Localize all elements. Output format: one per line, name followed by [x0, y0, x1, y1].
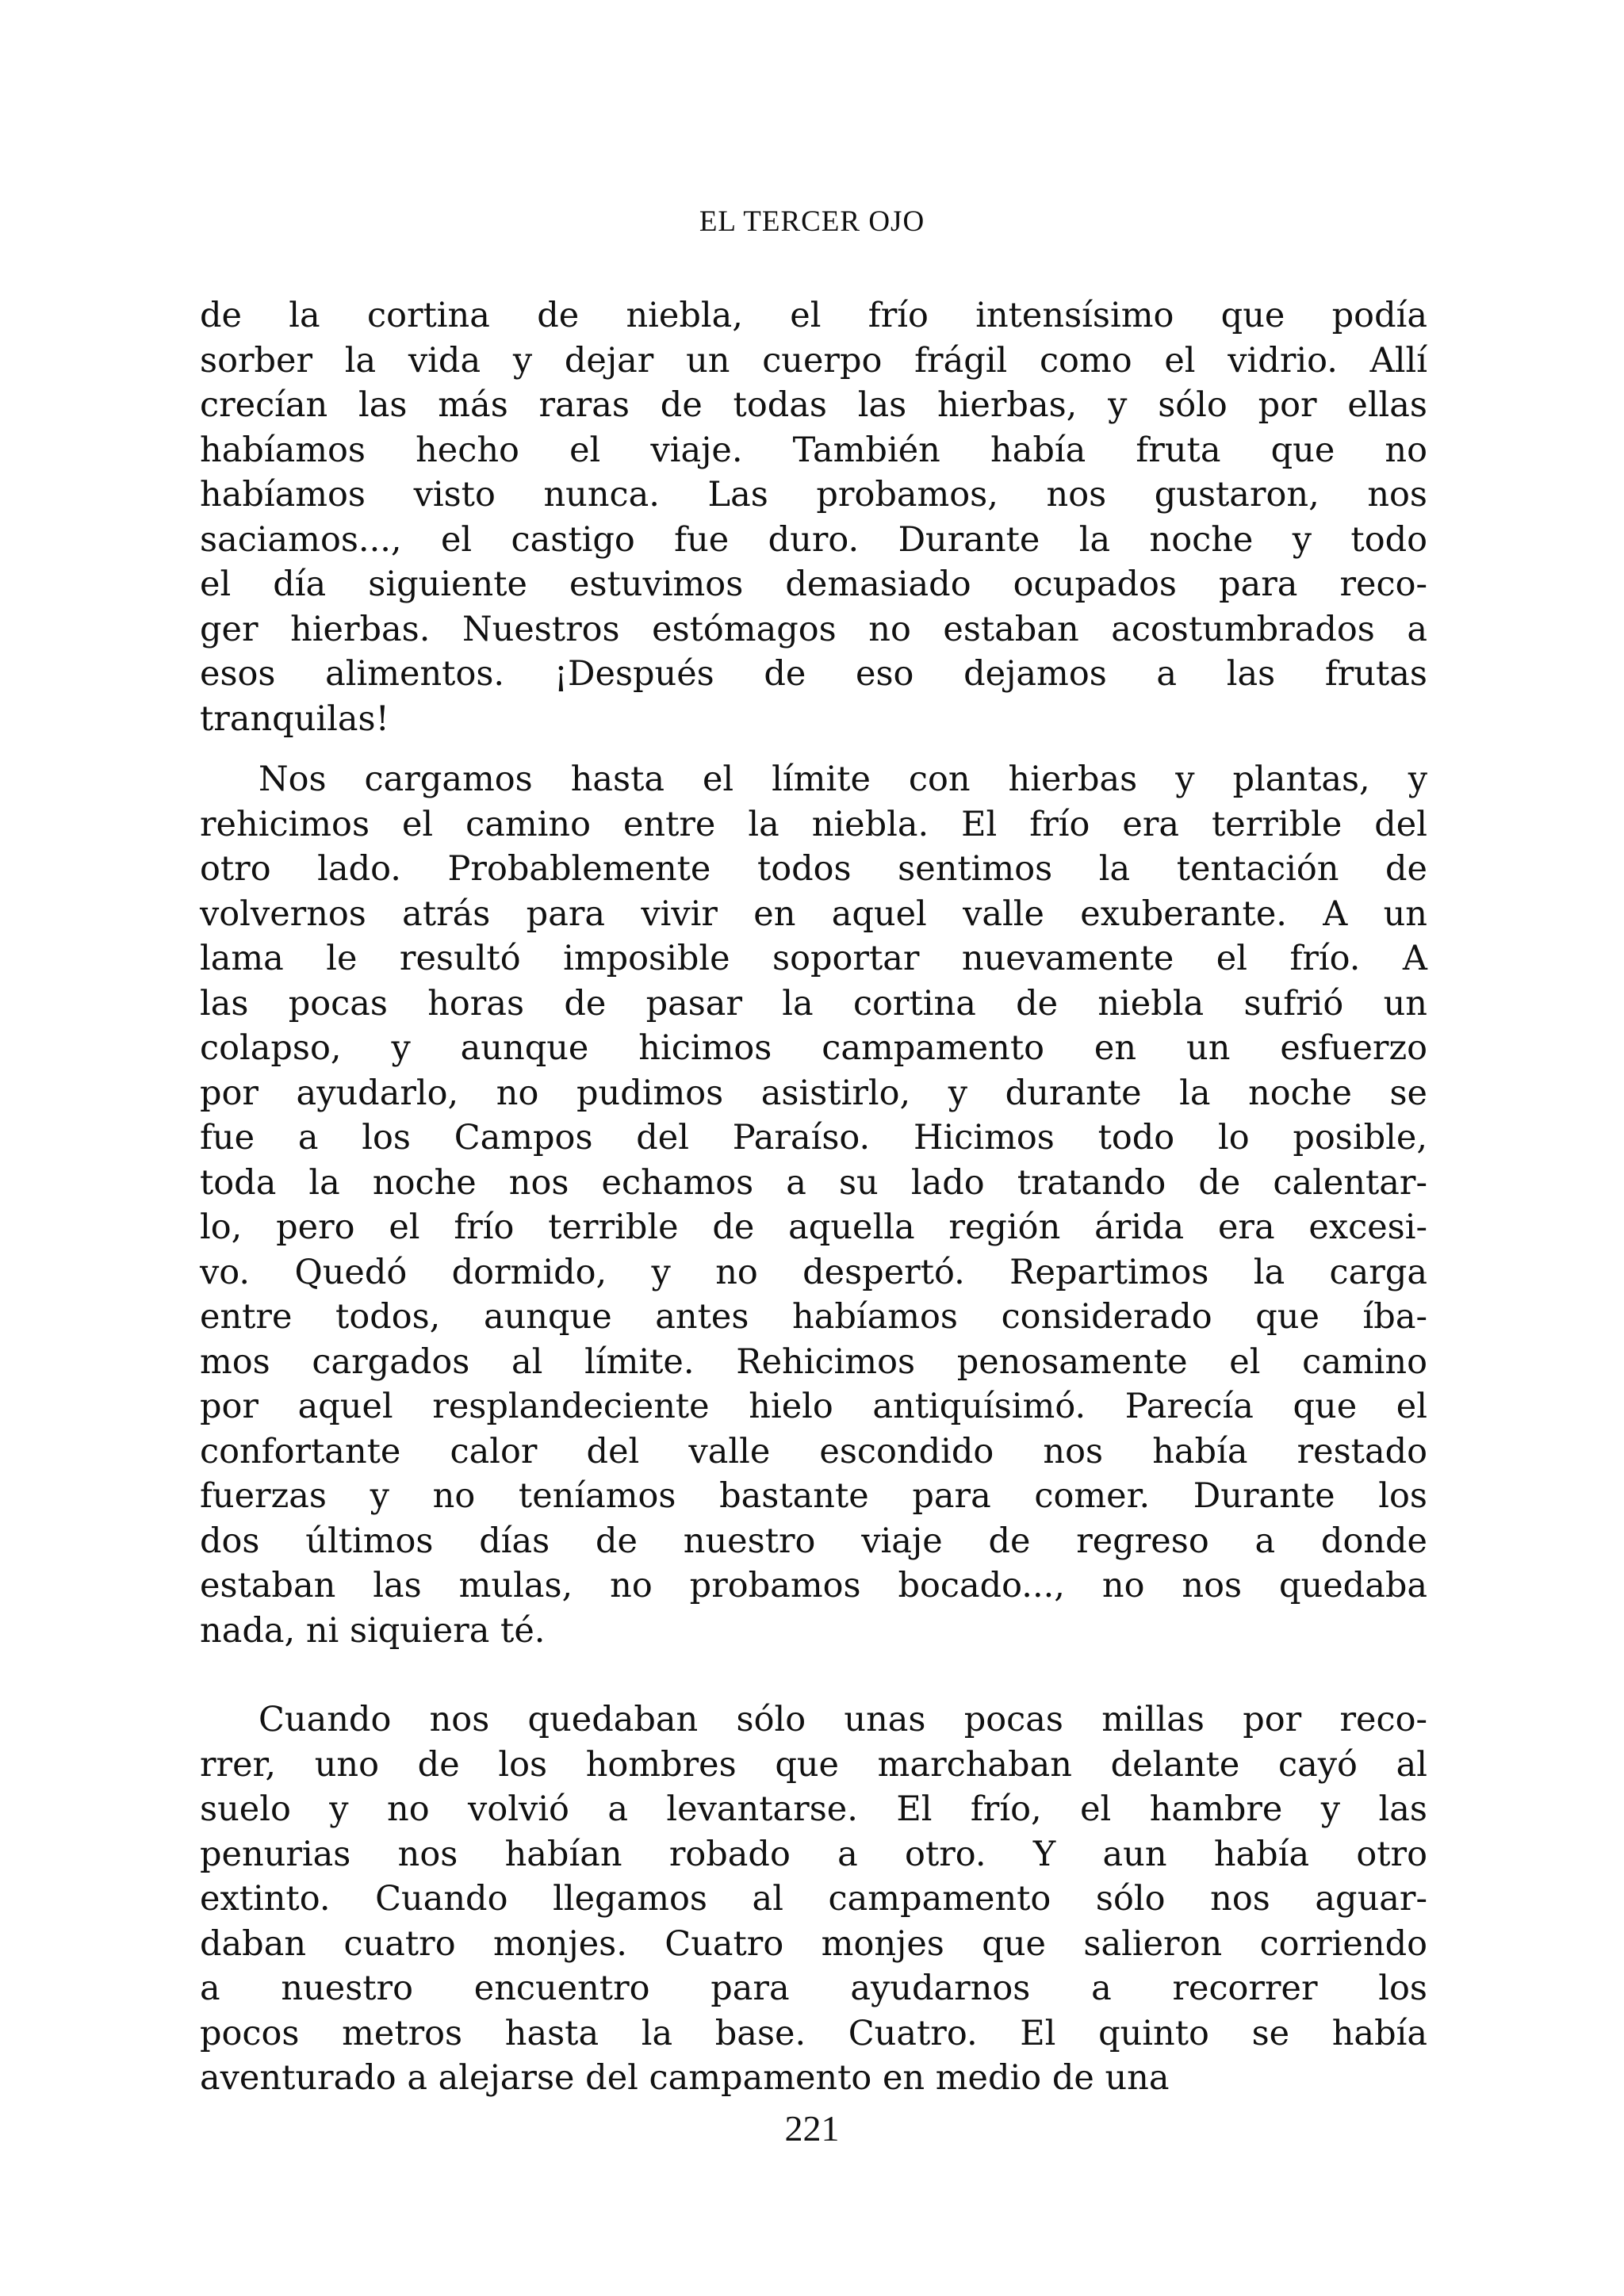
text-line: dos últimos días de nuestro viaje de regreso a donde — [200, 1521, 1427, 1561]
text-line: tranquilas! — [200, 698, 389, 739]
text-line: habíamos hecho el viaje. También había fruta que no — [200, 430, 1427, 470]
text-line: por aquel resplandeciente hielo antiquísimó. Parecía que el — [200, 1387, 1427, 1426]
text-line: ger hierbas. Nuestros estómagos no estaban acostumbrados a — [200, 609, 1427, 649]
text-line: confortante calor del valle escondido nos había restado — [200, 1431, 1427, 1471]
text-line: fue a los Campos del Paraíso. Hicimos todo lo posible, — [200, 1118, 1427, 1158]
text-line: fuerzas y no teníamos bastante para comer. Durante los — [200, 1476, 1427, 1516]
text-line: Cuando nos quedaban sólo unas pocas millas por reco- — [259, 1700, 1427, 1739]
paragraph-3 — [200, 1697, 1427, 2101]
paragraph-2 — [200, 757, 1427, 1653]
text-line: el día siguiente estuvimos demasiado ocupados para reco- — [200, 564, 1427, 604]
text-line: entre todos, aunque antes habíamos considerado que íba- — [200, 1297, 1427, 1337]
text-line: vo. Quedó dormido, y no despertó. Repartimos la carga — [200, 1252, 1427, 1292]
text-line: volvernos atrás para vivir en aquel valle exuberante. A un — [200, 894, 1427, 934]
page-number: 221 — [784, 2108, 840, 2149]
text-line: mos cargados al límite. Rehicimos penosamente el camino — [200, 1341, 1427, 1382]
text-line: otro lado. Probablemente todos sentimos la tentación de — [200, 849, 1427, 889]
text-line: esos alimentos. ¡Después de eso dejamos a las frutas — [200, 654, 1427, 694]
text-line: colapso, y aunque hicimos campamento en un esfuerzo — [200, 1028, 1427, 1068]
text-line: lo, pero el frío terrible de aquella región árida era excesi- — [200, 1207, 1427, 1247]
text-line: saciamos..., el castigo fue duro. Durante la noche y todo — [200, 519, 1427, 560]
text-line: penurias nos habían robado a otro. Y aun había otro — [200, 1834, 1427, 1874]
text-line: daban cuatro monjes. Cuatro monjes que salieron corriendo — [200, 1923, 1427, 1964]
text-line: crecían las más raras de todas las hierbas, y sólo por ellas — [200, 385, 1427, 425]
running-head-title: EL TERCER OJO — [699, 205, 925, 238]
text-line: estaban las mulas, no probamos bocado..., no nos quedaba — [200, 1566, 1427, 1605]
text-line: extinto. Cuando llegamos al campamento sólo nos aguar- — [200, 1879, 1427, 1919]
text-line: habíamos visto nunca. Las probamos, nos gustaron, nos — [200, 475, 1427, 515]
text-line: rehicimos el camino entre la niebla. El frío era terrible del — [200, 804, 1427, 844]
paragraph-1 — [200, 293, 1427, 741]
text-line: de la cortina de niebla, el frío intensísimo que podía — [200, 296, 1427, 335]
text-line: rrer, uno de los hombres que marchaban delante cayó al — [200, 1744, 1427, 1785]
text-line: las pocas horas de pasar la cortina de niebla sufrió un — [200, 983, 1427, 1024]
section-spacer — [200, 1653, 1427, 1697]
text-line: lama le resultó imposible soportar nuevamente el frío. A — [200, 939, 1427, 978]
text-line: nada, ni siquiera té. — [200, 1610, 546, 1651]
paragraph-spacer — [200, 741, 1427, 757]
text-line: por ayudarlo, no pudimos asistirlo, y durante la noche se — [200, 1073, 1427, 1113]
text-line: Nos cargamos hasta el límite con hierbas y plantas, y — [259, 760, 1427, 799]
text-line: toda la noche nos echamos a su lado tratando de calentar- — [200, 1162, 1427, 1203]
text-line: a nuestro encuentro para ayudarnos a recorrer los — [200, 1969, 1427, 2008]
text-line: pocos metros hasta la base. Cuatro. El quinto se había — [200, 2013, 1427, 2053]
text-line: suelo y no volvió a levantarse. El frío, el hambre y las — [200, 1789, 1427, 1829]
text-line: aventurado a alejarse del campamento en medio de una — [200, 2058, 1170, 2098]
text-line: sorber la vida y dejar un cuerpo frágil como el vidrio. Allí — [200, 340, 1427, 381]
body-text — [200, 293, 1427, 2101]
